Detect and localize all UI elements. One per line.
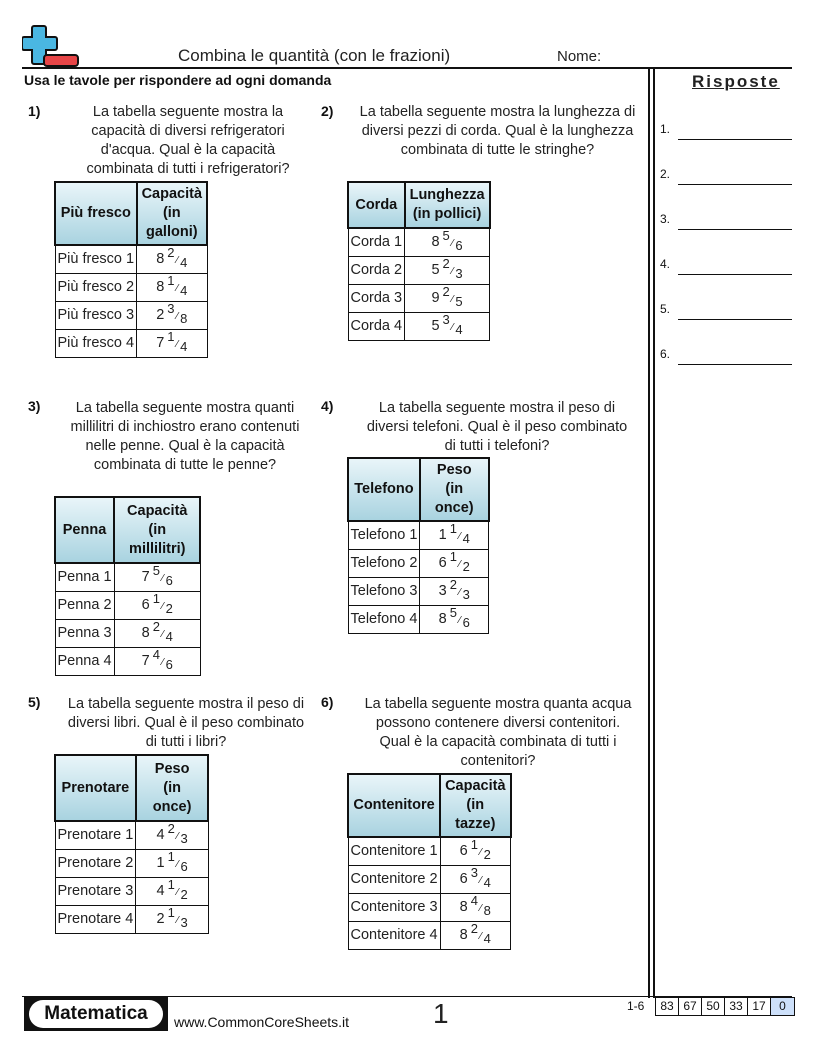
- fraction: [431, 228, 463, 254]
- mixed-number: [114, 591, 200, 619]
- row-label: Più fresco 2: [55, 273, 137, 301]
- mixed-number: [440, 865, 510, 893]
- table-row: [348, 577, 489, 605]
- table-row: [348, 521, 489, 549]
- answer-line: [678, 184, 792, 185]
- score-cell: 50: [702, 998, 725, 1015]
- question-text: La tabella seguente mostra quanti millilitri di inchiostro erano contenuti nelle penne. Qual è la capacità combinata di tutte le penne?: [70, 400, 300, 473]
- mixed-number: [136, 849, 209, 877]
- mixed-number: [137, 301, 207, 329]
- numerator: 5: [449, 605, 457, 620]
- row-label: Contenitore 2: [348, 865, 440, 893]
- mixed-number: [420, 549, 489, 577]
- question-number: 3): [28, 398, 41, 414]
- mixed-number: [114, 647, 200, 675]
- column-header: Peso (in once): [420, 458, 489, 521]
- column-header: Capacità (in tazze): [440, 774, 510, 837]
- fraction-slash: ⁄: [451, 294, 454, 305]
- answer-field-1[interactable]: [660, 120, 792, 140]
- numerator: 2: [470, 921, 478, 936]
- whole-part: 1: [156, 855, 165, 871]
- denominator: 3: [455, 266, 463, 281]
- whole-part: 6: [438, 555, 447, 571]
- mixed-number: [137, 273, 207, 301]
- fraction-slash: ⁄: [161, 601, 164, 612]
- fraction: [438, 577, 470, 602]
- question-text: La tabella seguente mostra il peso di diversi libri. Qual è il peso combinato di tutti i libri?: [67, 696, 305, 750]
- table-row: [55, 619, 200, 647]
- denominator: 8: [180, 311, 188, 326]
- answer-field-6[interactable]: [660, 345, 792, 365]
- fraction-slash: ⁄: [176, 339, 179, 350]
- score-table: [655, 997, 795, 1016]
- row-label: Corda 4: [348, 312, 405, 340]
- fraction-slash: ⁄: [458, 615, 461, 626]
- mixed-number: [137, 329, 207, 357]
- whole-part: 8: [459, 899, 468, 915]
- fraction-slash: ⁄: [451, 238, 454, 250]
- mixed-number: [420, 577, 489, 605]
- fraction-slash: ⁄: [479, 931, 482, 942]
- table-row: [55, 273, 207, 301]
- numerator: 4: [470, 893, 478, 908]
- header-rule: [22, 67, 792, 69]
- denominator: 4: [455, 322, 463, 337]
- answer-column-divider: [653, 68, 655, 998]
- fraction-slash: ⁄: [176, 887, 179, 898]
- row-label: Più fresco 4: [55, 329, 137, 357]
- fraction: [431, 312, 463, 337]
- mixed-number: [440, 921, 510, 949]
- whole-part: 7: [141, 653, 150, 669]
- fraction-slash: ⁄: [458, 531, 461, 543]
- score-cell: 0: [771, 998, 794, 1015]
- fraction: [141, 591, 173, 616]
- mixed-number: [137, 245, 207, 273]
- question-number: 1): [28, 103, 41, 119]
- row-label: Corda 1: [348, 228, 405, 256]
- whole-part: 5: [431, 318, 440, 334]
- data-table: [54, 754, 209, 934]
- answers-title: Risposte: [692, 72, 780, 91]
- row-label: Corda 2: [348, 256, 405, 284]
- fraction: [438, 549, 470, 574]
- mixed-number: [405, 284, 490, 312]
- fraction: [156, 245, 188, 271]
- fraction: [156, 821, 188, 847]
- answer-field-4[interactable]: [660, 255, 792, 275]
- fraction: [156, 273, 188, 298]
- question-number: 4): [321, 398, 334, 414]
- answer-field-2[interactable]: [660, 165, 792, 185]
- table-row: [55, 591, 200, 619]
- answer-line: [678, 139, 792, 140]
- column-header: Capacità (in galloni): [137, 182, 207, 245]
- brand-label: Matematica: [29, 1000, 163, 1028]
- numerator: 3: [442, 312, 450, 327]
- fraction: [438, 605, 470, 630]
- numerator: 1: [167, 877, 175, 892]
- row-label: Prenotare 4: [55, 905, 136, 933]
- denominator: 2: [165, 601, 173, 616]
- fraction: [141, 619, 173, 644]
- row-label: Telefono 2: [348, 549, 420, 577]
- numerator: 1: [470, 837, 478, 853]
- table-row: [55, 329, 207, 357]
- score-cell: 33: [725, 998, 748, 1015]
- mixed-number: [136, 821, 209, 849]
- data-table: [54, 496, 201, 676]
- name-label: Nome:: [557, 48, 602, 65]
- column-header: Lunghezza (in pollici): [405, 182, 490, 228]
- numerator: 1: [152, 591, 160, 606]
- fraction-slash: ⁄: [451, 266, 454, 277]
- whole-part: 3: [438, 583, 447, 599]
- table-row: [348, 865, 511, 893]
- whole-part: 8: [431, 234, 440, 251]
- row-label: Corda 3: [348, 284, 405, 312]
- whole-part: 6: [459, 843, 468, 860]
- fraction-slash: ⁄: [176, 915, 179, 926]
- data-table: [347, 773, 512, 950]
- column-header: Più fresco: [55, 182, 137, 245]
- denominator: 3: [180, 915, 188, 930]
- denominator: 3: [180, 831, 188, 847]
- fraction: [431, 284, 463, 309]
- column-header: Corda: [348, 182, 405, 228]
- denominator: 6: [165, 573, 173, 589]
- fraction: [459, 865, 491, 890]
- fraction-slash: ⁄: [161, 573, 164, 585]
- numerator: 2: [167, 821, 175, 837]
- fraction: [156, 877, 188, 902]
- whole-part: 2: [156, 911, 165, 927]
- fraction-slash: ⁄: [458, 559, 461, 570]
- answer-number: 4.: [660, 257, 671, 271]
- row-label: Penna 1: [55, 563, 114, 591]
- whole-part: 2: [156, 307, 165, 323]
- row-label: Più fresco 3: [55, 301, 137, 329]
- data-table: [347, 181, 491, 341]
- denominator: 4: [483, 931, 491, 946]
- fraction: [156, 905, 188, 930]
- table-row: [55, 647, 200, 675]
- denominator: 2: [462, 559, 470, 574]
- numerator: 2: [442, 256, 450, 271]
- answer-line: [678, 364, 792, 365]
- whole-part: 6: [141, 597, 150, 613]
- numerator: 2: [152, 619, 160, 634]
- fraction-slash: ⁄: [479, 847, 482, 859]
- answer-column-divider: [648, 68, 650, 998]
- fraction-slash: ⁄: [451, 322, 454, 333]
- plus-minus-icon: [22, 24, 80, 68]
- column-header: Capacità (in millilitri): [114, 497, 200, 563]
- question-text: La tabella seguente mostra la capacità di diversi refrigeratori d'acqua. Qual è la capacità combinata di tutti i refrigeratori?: [86, 104, 290, 177]
- whole-part: 4: [156, 827, 165, 844]
- site-url: www.CommonCoreSheets.it: [174, 1014, 350, 1030]
- numerator: 5: [442, 228, 450, 244]
- mixed-number: [405, 312, 490, 340]
- numerator: 2: [167, 245, 175, 261]
- question-number: 6): [321, 694, 334, 710]
- row-label: Telefono 3: [348, 577, 420, 605]
- row-label: Penna 3: [55, 619, 114, 647]
- answer-number: 3.: [660, 212, 671, 226]
- fraction: [156, 301, 188, 326]
- table-row: [55, 563, 200, 591]
- mixed-number: [420, 605, 489, 633]
- table-row: [55, 905, 208, 933]
- table-row: [55, 245, 207, 273]
- fraction: [438, 521, 470, 547]
- question-number: 5): [28, 694, 41, 710]
- fraction-slash: ⁄: [176, 255, 179, 267]
- table-row: [348, 605, 489, 633]
- brand-badge: [24, 997, 168, 1031]
- question-number: 2): [321, 103, 334, 119]
- row-label: Prenotare 2: [55, 849, 136, 877]
- fraction-slash: ⁄: [479, 875, 482, 886]
- fraction: [156, 849, 188, 874]
- table-row: [55, 301, 207, 329]
- fraction: [156, 329, 188, 354]
- numerator: 1: [167, 273, 175, 288]
- mixed-number: [405, 228, 490, 256]
- denominator: 6: [180, 859, 188, 874]
- numerator: 3: [167, 301, 175, 316]
- column-header: Contenitore: [348, 774, 440, 837]
- numerator: 1: [449, 521, 457, 537]
- numerator: 5: [152, 563, 160, 579]
- score-cell: 67: [679, 998, 702, 1015]
- row-label: Penna 4: [55, 647, 114, 675]
- question-text: La tabella seguente mostra il peso di diversi telefoni. Qual è il peso combinato di tutti i telefoni?: [366, 400, 628, 454]
- mixed-number: [136, 905, 209, 933]
- table-row: [55, 849, 208, 877]
- table-row: [348, 228, 490, 256]
- numerator: 1: [449, 549, 457, 564]
- denominator: 4: [180, 339, 188, 354]
- table-row: [348, 312, 490, 340]
- whole-part: 7: [141, 569, 150, 586]
- whole-part: 8: [141, 625, 150, 641]
- answer-number: 2.: [660, 167, 671, 181]
- fraction: [459, 837, 491, 863]
- answer-field-3[interactable]: [660, 210, 792, 230]
- denominator: 4: [180, 283, 188, 298]
- whole-part: 6: [459, 871, 468, 887]
- column-header: Penna: [55, 497, 114, 563]
- row-label: Contenitore 3: [348, 893, 440, 921]
- whole-part: 8: [459, 927, 468, 943]
- table-row: [348, 837, 511, 865]
- mixed-number: [440, 837, 510, 865]
- row-label: Telefono 4: [348, 605, 420, 633]
- fraction-slash: ⁄: [176, 283, 179, 294]
- whole-part: 8: [438, 611, 447, 627]
- whole-part: 9: [431, 290, 440, 306]
- whole-part: 7: [156, 335, 165, 351]
- denominator: 4: [462, 531, 470, 547]
- answer-field-5[interactable]: [660, 300, 792, 320]
- denominator: 3: [462, 587, 470, 602]
- data-table: [54, 181, 208, 358]
- row-label: Più fresco 1: [55, 245, 137, 273]
- whole-part: 8: [156, 279, 165, 295]
- row-label: Penna 2: [55, 591, 114, 619]
- score-cell: 17: [748, 998, 771, 1015]
- mixed-number: [114, 619, 200, 647]
- mixed-number: [136, 877, 209, 905]
- numerator: 1: [167, 905, 175, 920]
- data-table: [347, 457, 490, 634]
- score-cell: 83: [656, 998, 679, 1015]
- whole-part: 1: [438, 527, 447, 544]
- row-label: Prenotare 3: [55, 877, 136, 905]
- numerator: 1: [167, 849, 175, 864]
- fraction-slash: ⁄: [479, 903, 482, 914]
- denominator: 4: [165, 629, 173, 644]
- answer-number: 1.: [660, 122, 671, 136]
- score-range: 1-6: [627, 999, 645, 1013]
- whole-part: 4: [156, 883, 165, 899]
- table-row: [55, 821, 208, 849]
- table-row: [348, 256, 490, 284]
- fraction: [459, 921, 491, 946]
- column-header: Prenotare: [55, 755, 136, 821]
- column-header: Peso (in once): [136, 755, 209, 821]
- fraction: [431, 256, 463, 281]
- fraction-slash: ⁄: [176, 311, 179, 322]
- numerator: 3: [470, 865, 478, 880]
- page-number: 1: [433, 998, 449, 1029]
- fraction: [141, 563, 173, 589]
- denominator: 6: [165, 657, 173, 672]
- fraction-slash: ⁄: [176, 859, 179, 870]
- table-row: [348, 893, 511, 921]
- fraction-slash: ⁄: [161, 629, 164, 640]
- table-row: [348, 284, 490, 312]
- instructions: Usa le tavole per rispondere ad ogni domanda: [24, 72, 332, 88]
- row-label: Contenitore 1: [348, 837, 440, 865]
- fraction: [141, 647, 173, 672]
- numerator: 4: [152, 647, 160, 662]
- column-header: Telefono: [348, 458, 420, 521]
- table-row: [348, 921, 511, 949]
- whole-part: 8: [156, 251, 165, 268]
- mixed-number: [420, 521, 489, 549]
- row-label: Prenotare 1: [55, 821, 136, 849]
- mixed-number: [114, 563, 200, 591]
- answer-line: [678, 319, 792, 320]
- numerator: 2: [449, 577, 457, 592]
- denominator: 4: [483, 875, 491, 890]
- answer-line: [678, 274, 792, 275]
- worksheet-title: Combina le quantità (con le frazioni): [178, 46, 451, 65]
- denominator: 8: [483, 903, 491, 918]
- denominator: 6: [462, 615, 470, 630]
- answer-number: 5.: [660, 302, 671, 316]
- fraction-slash: ⁄: [161, 657, 164, 668]
- numerator: 2: [442, 284, 450, 299]
- whole-part: 5: [431, 262, 440, 278]
- denominator: 6: [455, 238, 463, 254]
- answer-number: 6.: [660, 347, 671, 361]
- question-text: La tabella seguente mostra la lunghezza di diversi pezzi di corda. Qual è la lunghezza combinata di tutte le stringhe?: [359, 104, 636, 158]
- denominator: 2: [180, 887, 188, 902]
- fraction-slash: ⁄: [458, 587, 461, 598]
- table-row: [348, 549, 489, 577]
- table-row: [55, 877, 208, 905]
- mixed-number: [405, 256, 490, 284]
- answer-line: [678, 229, 792, 230]
- row-label: Telefono 1: [348, 521, 420, 549]
- denominator: 4: [180, 255, 188, 271]
- fraction-slash: ⁄: [176, 831, 179, 843]
- numerator: 1: [167, 329, 175, 344]
- mixed-number: [440, 893, 510, 921]
- question-text: La tabella seguente mostra quanta acqua possono contenere diversi contenitori. Qual è la capacità combinata di tutti i contenitori?: [364, 696, 632, 769]
- denominator: 2: [483, 847, 491, 863]
- fraction: [459, 893, 491, 918]
- row-label: Contenitore 4: [348, 921, 440, 949]
- denominator: 5: [455, 294, 463, 309]
